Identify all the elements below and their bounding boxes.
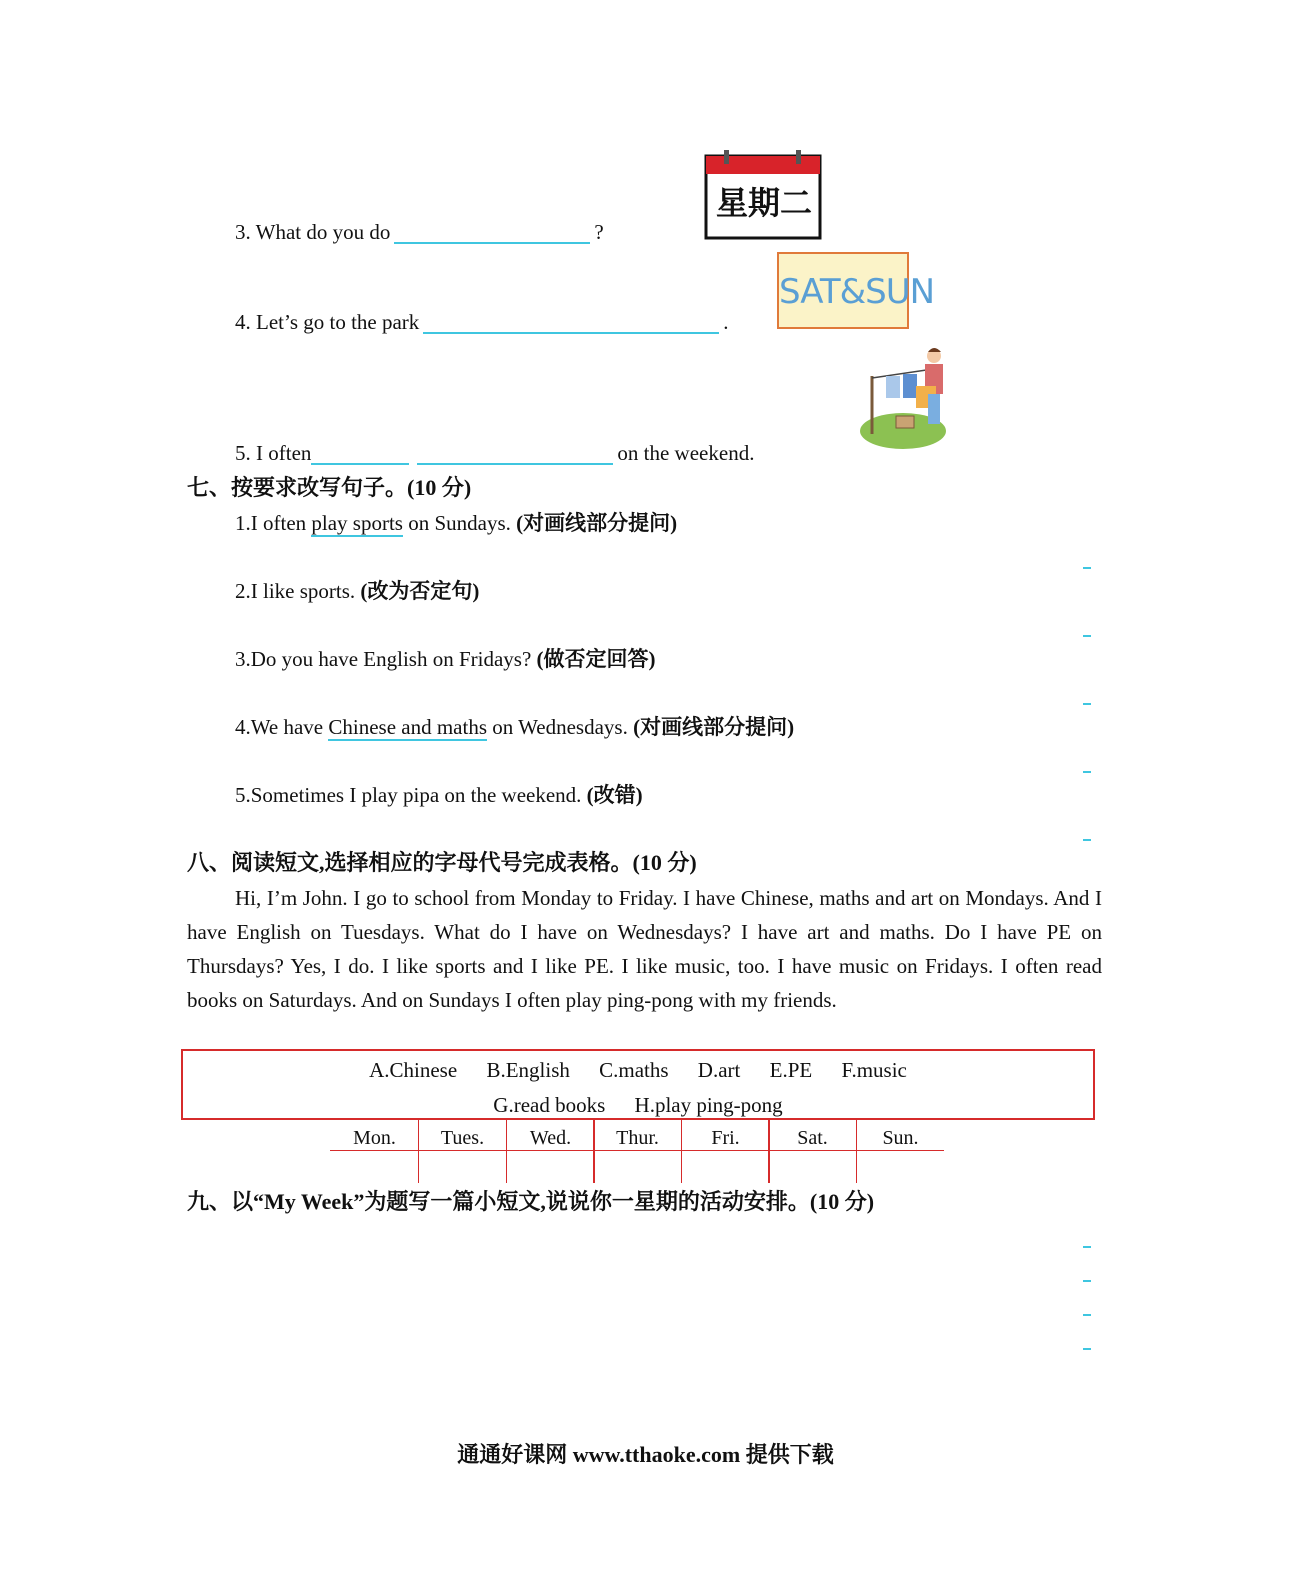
day-mon: Mon. <box>353 1127 396 1149</box>
section-8-title: 八、阅读短文,选择相应的字母代号完成表格。(10 分) <box>187 850 697 875</box>
answer-cell-mon[interactable] <box>331 1152 418 1182</box>
option-h: H.play ping-pong <box>634 1093 783 1117</box>
options-box <box>181 1049 1095 1120</box>
underlined-phrase: Chinese and maths <box>328 715 487 739</box>
answer-line-marker[interactable] <box>1083 567 1091 569</box>
laundry-illustration <box>858 346 953 451</box>
underlined-phrase: play sports <box>311 511 403 535</box>
option-a: A.Chinese <box>369 1058 458 1082</box>
rewrite-item-1: 1.I often play sports on Sundays. (对画线部分提问) <box>235 511 678 535</box>
day-wed: Wed. <box>529 1127 572 1149</box>
answer-blank[interactable] <box>423 312 719 334</box>
option-c: C.maths <box>599 1058 669 1082</box>
reading-passage: Hi, I’m John. I go to school from Monday to Friday. I have Chinese, maths and art on Mondays. And I have English on Tuesdays. What do I have on Wednesdays? I have art and maths. Do I have PE on Thursdays? Yes, I do. I like sports and I like PE. I like music, too. I have music on Fridays. I often read books on Saturdays. And on Sundays I often play ping-pong with my friends. <box>187 886 1102 1012</box>
day-sun: Sun. <box>882 1127 919 1149</box>
option-g: G.read books <box>493 1093 606 1117</box>
day-tues: Tues. <box>440 1127 485 1149</box>
question-5: 5. I often on the weekend. <box>235 441 755 465</box>
question-3: 3. What do you do ? <box>235 220 604 244</box>
answer-blank[interactable] <box>417 443 613 465</box>
weekend-label: SAT&SUN <box>779 272 935 312</box>
section-9-title: 九、以“My Week”为题写一篇小短文,说说你一星期的活动安排。(10 分) <box>187 1189 875 1214</box>
answer-cell-sat[interactable] <box>770 1152 856 1182</box>
answer-line-marker[interactable] <box>1083 771 1091 773</box>
answer-line-marker[interactable] <box>1083 703 1091 705</box>
answer-cell-tues[interactable] <box>419 1152 506 1182</box>
option-d: D.art <box>697 1058 741 1082</box>
answer-blank[interactable] <box>394 222 590 244</box>
calendar-label: 星期二 <box>715 184 812 222</box>
answer-cell-sun[interactable] <box>857 1152 943 1182</box>
calendar-tuesday-image <box>704 150 824 240</box>
answer-line-marker[interactable] <box>1083 1280 1091 1282</box>
answer-blank[interactable] <box>311 443 409 465</box>
weekend-card-image <box>777 252 935 329</box>
answer-cell-fri[interactable] <box>682 1152 768 1182</box>
options-row-2 <box>183 1093 1093 1117</box>
option-f: F.music <box>841 1058 907 1082</box>
answer-line-marker[interactable] <box>1083 839 1091 841</box>
answer-line-marker[interactable] <box>1083 1246 1091 1248</box>
footer-credit: 通通好课网 www.tthaoke.com 提供下载 <box>457 1442 834 1467</box>
answer-line-marker[interactable] <box>1083 1314 1091 1316</box>
day-sat: Sat. <box>797 1127 828 1149</box>
rewrite-item-2: 2.I like sports. (改为否定句) <box>235 579 480 603</box>
question-4: 4. Let’s go to the park . <box>235 310 729 334</box>
rewrite-item-5: 5.Sometimes I play pipa on the weekend. (改错) <box>235 783 643 807</box>
day-thur: Thur. <box>616 1127 659 1149</box>
week-table-divider <box>330 1150 944 1151</box>
section-7-title: 七、按要求改写句子。(10 分) <box>187 475 472 500</box>
answer-line-marker[interactable] <box>1083 635 1091 637</box>
options-row-1 <box>183 1058 1093 1082</box>
rewrite-item-3: 3.Do you have English on Fridays? (做否定回答) <box>235 647 656 671</box>
answer-cell-wed[interactable] <box>507 1152 593 1182</box>
answer-cell-thur[interactable] <box>595 1152 681 1182</box>
day-fri: Fri. <box>711 1127 740 1149</box>
answer-line-marker[interactable] <box>1083 1348 1091 1350</box>
option-b: B.English <box>486 1058 570 1082</box>
rewrite-item-4: 4.We have Chinese and maths on Wednesdays. (对画线部分提问) <box>235 715 795 739</box>
option-e: E.PE <box>769 1058 813 1082</box>
